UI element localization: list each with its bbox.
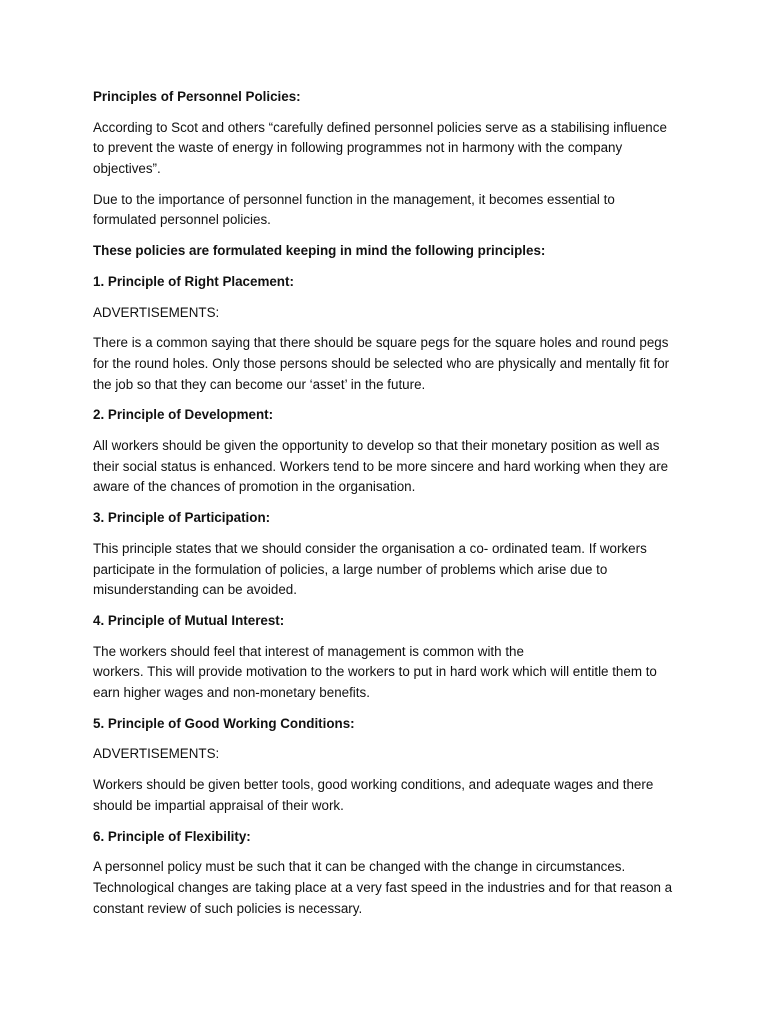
section-heading-working-conditions: 5. Principle of Good Working Conditions: [93,715,355,731]
section-body-development: All workers should be given the opportunity to develop so that their monetary position as well as their social status is enhanced. Workers tend to be more sincere and hard working when they are aware of the chances of promotion in the organisation. [93,438,669,495]
section-heading-mutual-interest: 4. Principle of Mutual Interest: [93,612,285,628]
section-heading-right-placement: 1. Principle of Right Placement: [93,273,294,289]
section-heading-development: 2. Principle of Development: [93,407,274,423]
section-body-working-conditions: Workers should be given better tools, good working conditions, and adequate wages and there should be impartial appraisal of their work. [93,777,654,813]
section-body-flexibility: A personnel policy must be such that it can be changed with the change in circumstances. Technological changes are taking place at a very fast speed in the industries and for that reason a constant review of such policies is necessary. [93,859,673,916]
section-body-mutual-interest-line1: The workers should feel that interest of management is common with the [93,643,524,659]
principles-lead-in: These policies are formulated keeping in mind the following principles: [93,243,546,259]
section-body-mutual-interest-rest: workers. This will provide motivation to the workers to put in hard work which will entitle them to earn higher wages and non-monetary benefits. [93,664,657,700]
intro-importance-paragraph: Due to the importance of personnel function in the management, it becomes essential to formulated personnel policies. [93,191,615,228]
section-body-participation: This principle states that we should consider the organisation a co- ordinated team. If workers participate in the formulation of policies, a large number of problems which arise due to misunderstanding can be avoided. [93,540,647,598]
section-body-right-placement: There is a common saying that there should be square pegs for the square holes and round pegs for the round holes. Only those persons should be selected who are physically and mentally fit for the job so that they can become our ‘asset’ in the future. [93,335,670,392]
section-heading-flexibility: 6. Principle of Flexibility: [93,828,251,844]
document-title: Principles of Personnel Policies: [93,89,301,104]
section-heading-participation: 3. Principle of Participation: [93,510,271,526]
advertisements-label: ADVERTISEMENTS: [93,304,220,320]
document-page [93,87,673,929]
intro-quote-paragraph: According to Scot and others “carefully defined personnel policies serve as a stabilising influence to prevent the waste of energy in following programmes not in harmony with the company objectives”. [93,119,667,176]
advertisements-label: ADVERTISEMENTS: [93,746,220,762]
section-body-mutual-interest [93,642,673,704]
